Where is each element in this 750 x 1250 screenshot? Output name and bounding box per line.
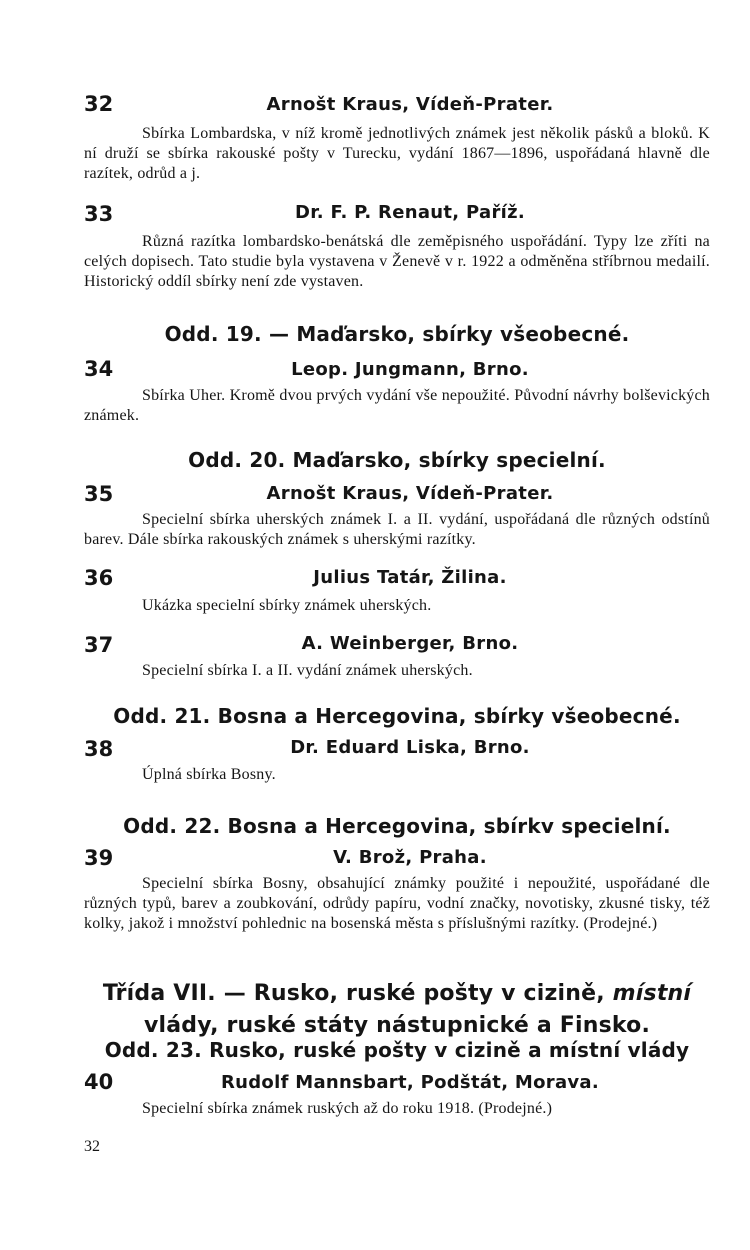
- section-heading: Odd. 23. Rusko, ruské pošty v cizině a místní vlády: [104, 1038, 690, 1062]
- exhibitor-name: Dr. Eduard Liska, Brno.: [290, 737, 530, 758]
- section-heading: Odd. 21. Bosna a Hercegovina, sbírky všeobecné.: [113, 704, 681, 728]
- entry-number: 32: [84, 92, 114, 116]
- exhibitor-name: Dr. F. P. Renaut, Paříž.: [294, 202, 526, 223]
- entry-number: 38: [84, 737, 114, 761]
- entry-number: 35: [84, 482, 114, 506]
- class-heading-italic: místní: [612, 981, 692, 1006]
- exhibitor-name: Arnošt Kraus, Vídeň-Prater.: [266, 94, 554, 115]
- entry-description: Úplná sbírka Bosny.: [142, 766, 276, 783]
- section-heading: Odd. 22. Bosna a Hercegovina, sbírkv specielní.: [123, 814, 671, 838]
- entry-number: 40: [84, 1070, 114, 1094]
- section-heading: Odd. 20. Maďarsko, sbírky specielní.: [188, 448, 606, 472]
- entry-description: Sbírka Uher. Kromě dvou prvých vydání vše nepoužité. Původní návrhy bolševických známek.: [84, 387, 710, 424]
- class-heading-text: Třída VII. — Rusko, ruské pošty v cizině,: [102, 981, 613, 1006]
- entry-description: Specielní sbírka Bosny, obsahující známky použité i nepoužité, uspořádané dle různých typů, barev a zoubkování, odrůdy papíru, vodní značky, novotisky, zkusné tisky, též kolky, jakož i množství pohlednic na bosenská města s příslušnými razítky. (Prodejné.): [84, 875, 710, 932]
- class-heading-line2: vlády, ruské státy nástupnické a Finsko.: [143, 1013, 651, 1038]
- section-heading: Odd. 19. — Maďarsko, sbírky všeobecné.: [164, 322, 630, 346]
- entry-number: 33: [84, 202, 114, 226]
- entry-number: 34: [84, 357, 114, 381]
- entry-description: Různá razítka lombardsko-benátská dle zeměpisného uspořádání. Typy lze zříti na celých dopisech. Tato studie byla vystavena v Ženevě v r. 1922 a odměněna stříbrnou medailí. Historický oddíl sbírky není zde vystaven.: [84, 233, 710, 290]
- page-number: 32: [84, 1138, 100, 1155]
- exhibitor-name: V. Brož, Praha.: [333, 847, 487, 868]
- entry-description: Specielní sbírka I. a II. vydání známek uherských.: [142, 662, 473, 679]
- exhibitor-name: Arnošt Kraus, Vídeň-Prater.: [266, 483, 554, 504]
- entry-number: 39: [84, 846, 114, 870]
- entry-description: Specielní sbírka uherských známek I. a II. vydání, uspořádaná dle různých odstínů barev. Dále sbírka rakouských známek s uherskými razítky.: [84, 511, 710, 548]
- entry-description: Specielní sbírka známek ruských až do roku 1918. (Prodejné.): [142, 1100, 553, 1117]
- entry-number: 36: [84, 566, 114, 590]
- entry-description: Sbírka Lombardska, v níž kromě jednotlivých známek jest několik pásků a bloků. K ní druží se sbírka rakouské pošty v Turecku, vydání 1867—1896, uspořádaná hlavně dle razítek, odrůd a j.: [84, 125, 710, 182]
- entry-number: 37: [84, 633, 114, 657]
- exhibitor-name: Julius Tatár, Žilina.: [313, 567, 507, 588]
- exhibitor-name: Rudolf Mannsbart, Podštát, Morava.: [220, 1072, 600, 1093]
- class-heading: [84, 978, 710, 1042]
- exhibitor-name: A. Weinberger, Brno.: [301, 633, 519, 654]
- entry-description: Ukázka specielní sbírky známek uherských.: [142, 597, 432, 614]
- exhibitor-name: Leop. Jungmann, Brno.: [291, 359, 529, 380]
